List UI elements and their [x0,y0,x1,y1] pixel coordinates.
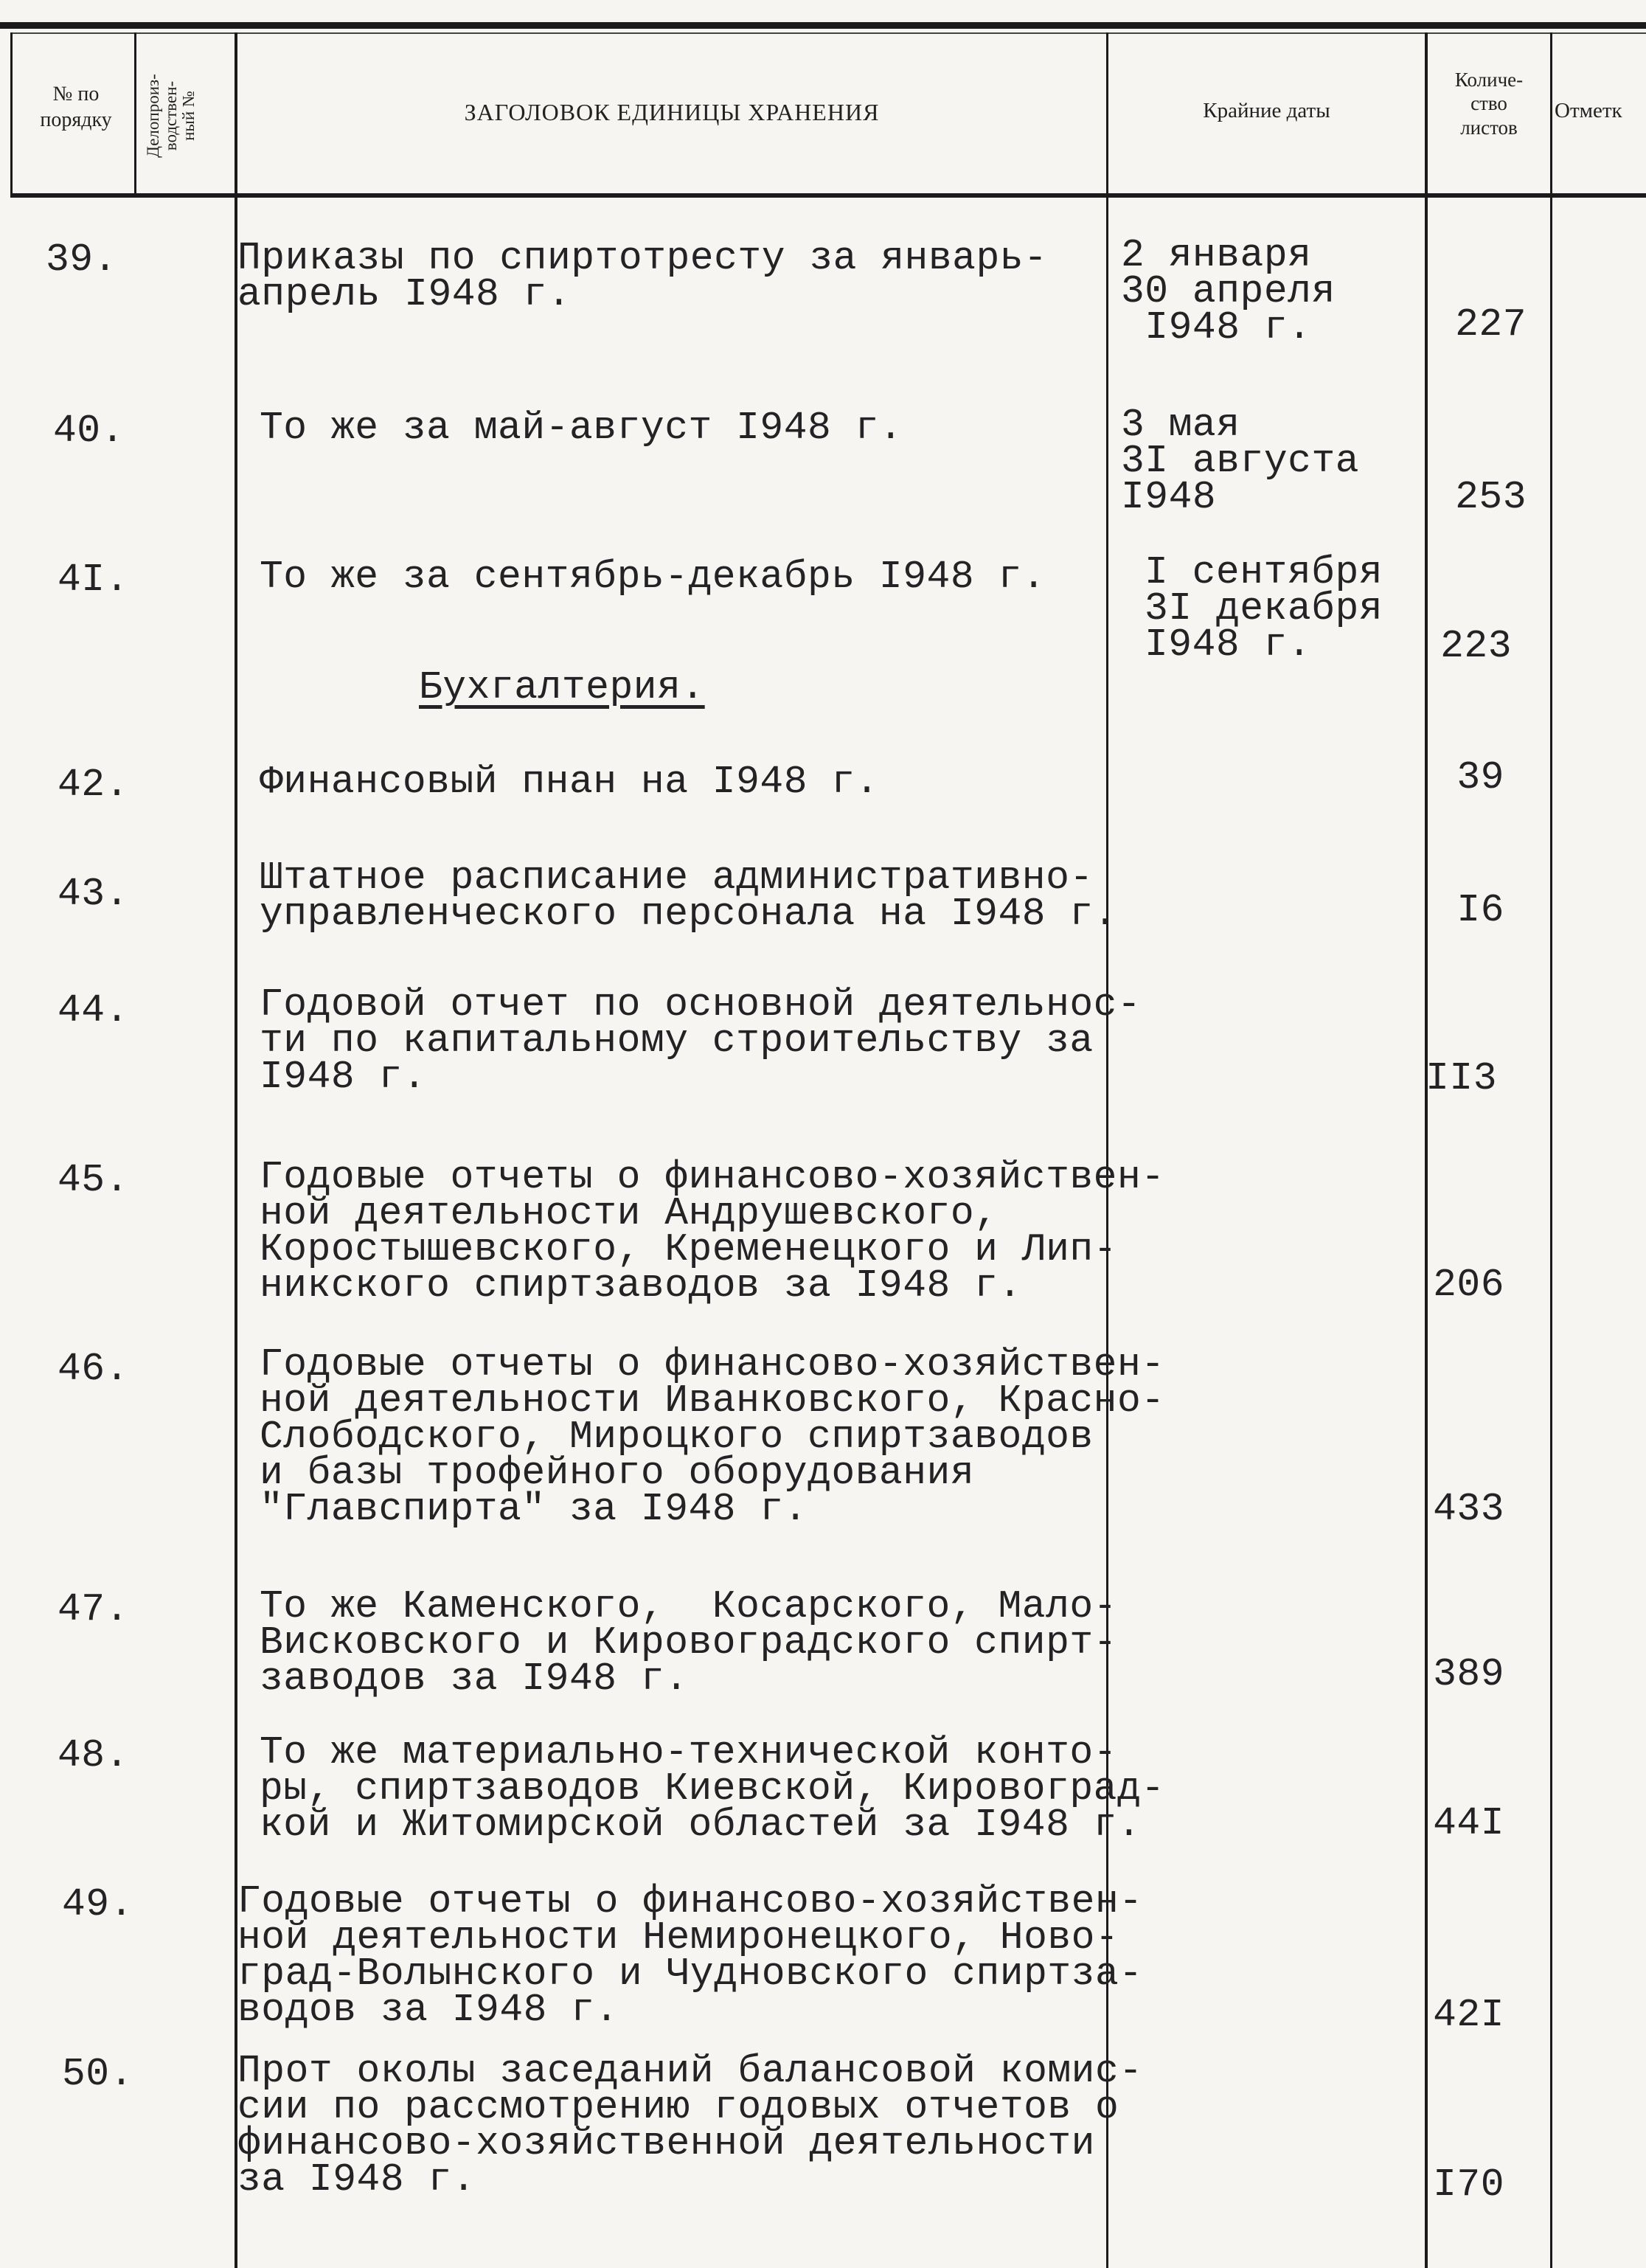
header-office-number: Делопроиз- водствен- ный № [144,74,198,158]
row-number: 47. [58,1587,129,1631]
row-sheets: I70 [1433,2163,1504,2207]
row-sheets: 42I [1433,1993,1504,2037]
section-heading: Бухгалтерия. [419,665,705,710]
row-sheets: 223 [1440,624,1512,668]
row-dates: 3 мая 3I августа I948 [1121,403,1360,519]
col-divider-number [134,32,136,196]
col-divider-dates [1425,32,1428,2268]
row-dates: I сентября 3I декабря I948 г. [1145,550,1383,667]
row-sheets: 39 [1456,755,1504,800]
row-number: 46. [58,1347,129,1391]
row-sheets: 227 [1455,302,1527,347]
header-bottom-border [10,193,1646,198]
row-number: 49. [62,1882,133,1927]
row-sheets: II3 [1426,1056,1497,1100]
row-title: Годовые отчеты о финансово-хозяйствен- ной деятельности Немиронецкого, Ново- град-Волынского и Чудновского спиртза- водов за I948 г. [237,1879,1143,2032]
row-sheets: 389 [1433,1652,1504,1696]
table-left-border [10,32,13,196]
row-number: 40. [53,409,125,453]
row-number: 44. [58,988,129,1033]
header-title: ЗАГОЛОВОК ЕДИНИЦЫ ХРАНЕНИЯ [464,99,880,125]
row-sheets: 206 [1433,1263,1504,1307]
header-dates: Крайние даты [1203,99,1330,122]
top-border [0,22,1646,29]
row-number: 50. [62,2052,133,2096]
row-title: То же Каменского, Косарского, Мало- Висковского и Кировоградского спирт- заводов за I948 г. [260,1584,1117,1701]
row-number: 42. [58,763,129,807]
row-sheets: 253 [1455,475,1527,519]
row-title: Годовой отчет по основной деятельнос- ти по капитальному строительству за I948 г. [260,982,1142,1099]
row-sheets: 433 [1433,1487,1504,1531]
row-title: Прот околы заседаний балансовой комис- сии по рассмотрению годовых отчетов о финансово-хозяйственной деятельности за I948 г. [237,2049,1143,2202]
row-title: То же материально-технической конто- ры, спиртзаводов Киевской, Кировоград- кой и Житомирской областей за I948 г. [260,1730,1165,1847]
row-sheets: I6 [1456,888,1504,932]
header-number: № по порядку [40,83,112,131]
header-sheets: Количе- ство листов [1454,69,1524,139]
row-sheets: 44I [1433,1801,1504,1845]
row-title: То же за май-август I948 г. [260,406,903,450]
row-number: 45. [58,1158,129,1202]
col-divider-sheets [1550,32,1552,2268]
row-title: Годовые отчеты о финансово-хозяйствен- ной деятельности Андрушевского, Коростышевского, Кременецкого и Лип- никского спиртзаводов за I948 г. [260,1155,1165,1308]
row-title: Финансовый пнан на I948 г. [260,760,879,804]
header-top-border [10,32,1646,34]
header-notes: Отметк [1555,99,1622,122]
row-title: Годовые отчеты о финансово-хозяйствен- ной деятельности Иванковского, Красно- Слободского, Мироцкого спиртзаводов и базы трофейного оборудования "Главспирта" за I948 г. [260,1342,1165,1531]
row-title: То же за сентябрь-декабрь I948 г. [260,555,1046,599]
row-number: 48. [58,1733,129,1778]
row-title: Приказы по спиртотресту за январь- апрель I948 г. [237,236,1048,316]
row-number: 4I. [58,558,129,602]
row-dates: 2 января 30 апреля I948 г. [1121,233,1336,350]
row-number: 39. [46,237,117,282]
row-number: 43. [58,872,129,916]
row-title: Штатное расписание административно- управленческого персонала на I948 г. [260,856,1117,936]
